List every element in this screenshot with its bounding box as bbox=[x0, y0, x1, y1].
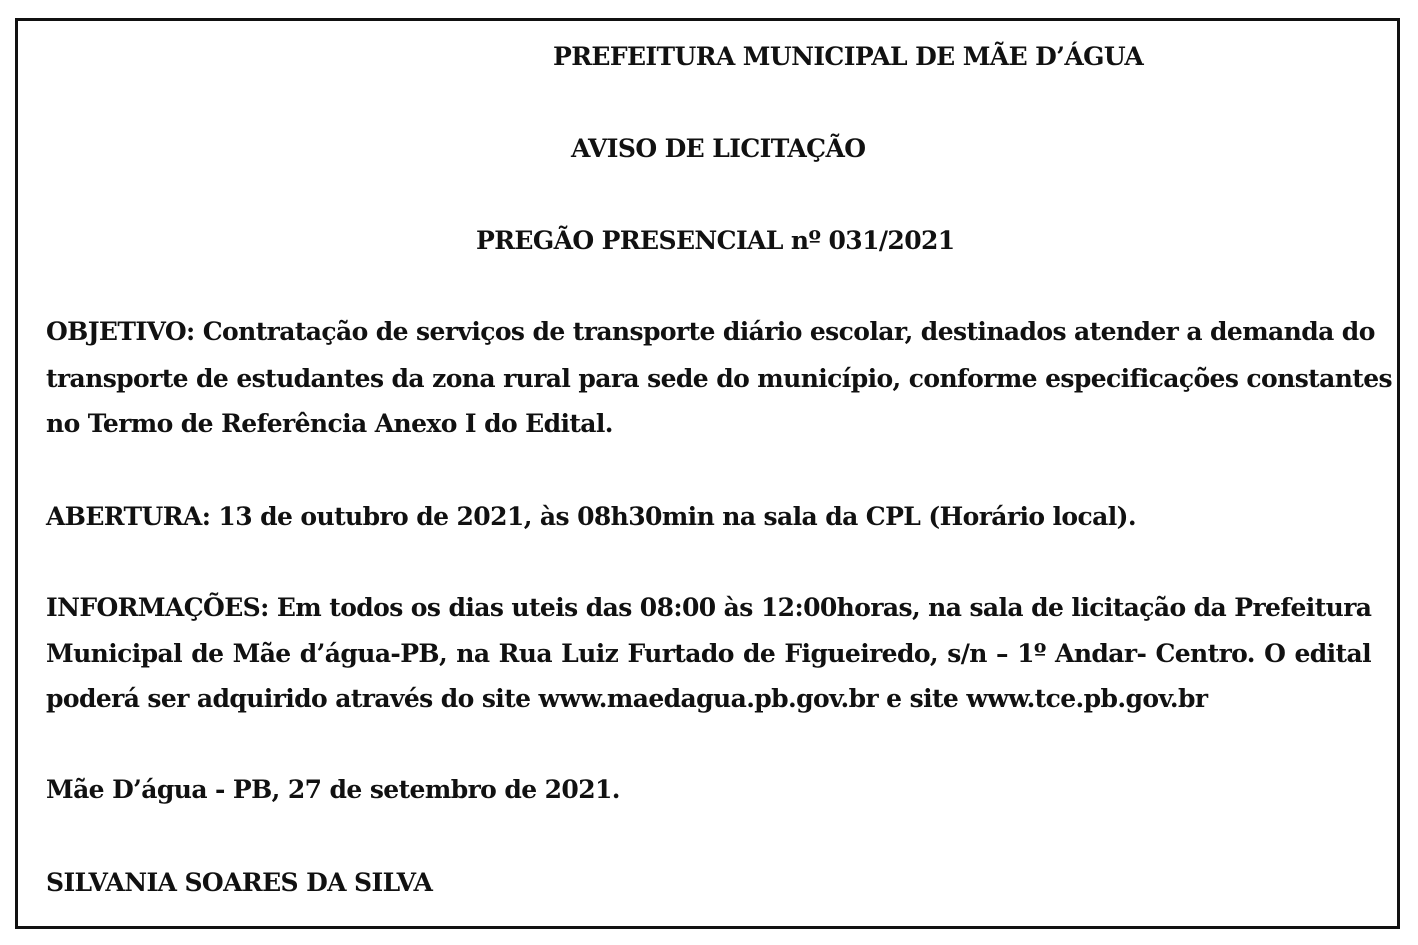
information-line-2: Municipal de Mãe d’água-PB, na Rua Luiz Furtado de Figueiredo, s/n – 1º Andar- Centro. O edital bbox=[46, 639, 1371, 668]
notice-title: AVISO DE LICITAÇÃO bbox=[571, 134, 866, 163]
objective-line-3: no Termo de Referência Anexo I do Edital. bbox=[46, 409, 613, 438]
place-and-date: Mãe D’água - PB, 27 de setembro de 2021. bbox=[46, 775, 620, 804]
municipality-header: PREFEITURA MUNICIPAL DE MÃE D’ÁGUA bbox=[553, 42, 1144, 71]
process-number: PREGÃO PRESENCIAL nº 031/2021 bbox=[476, 226, 955, 255]
signatory-name: SILVANIA SOARES DA SILVA bbox=[46, 868, 433, 897]
objective-line-1: OBJETIVO: Contratação de serviços de transporte diário escolar, destinados atender a demanda do bbox=[46, 317, 1375, 346]
objective-line-2: transporte de estudantes da zona rural para sede do município, conforme especificações constantes bbox=[46, 364, 1393, 393]
information-line-1: INFORMAÇÕES: Em todos os dias uteis das 08:00 às 12:00horas, na sala de licitação da Prefeitura bbox=[46, 593, 1372, 622]
information-line-3: poderá ser adquirido através do site www.maedagua.pb.gov.br e site www.tce.pb.gov.br bbox=[46, 684, 1208, 713]
opening-date: ABERTURA: 13 de outubro de 2021, às 08h30min na sala da CPL (Horário local). bbox=[46, 502, 1136, 531]
